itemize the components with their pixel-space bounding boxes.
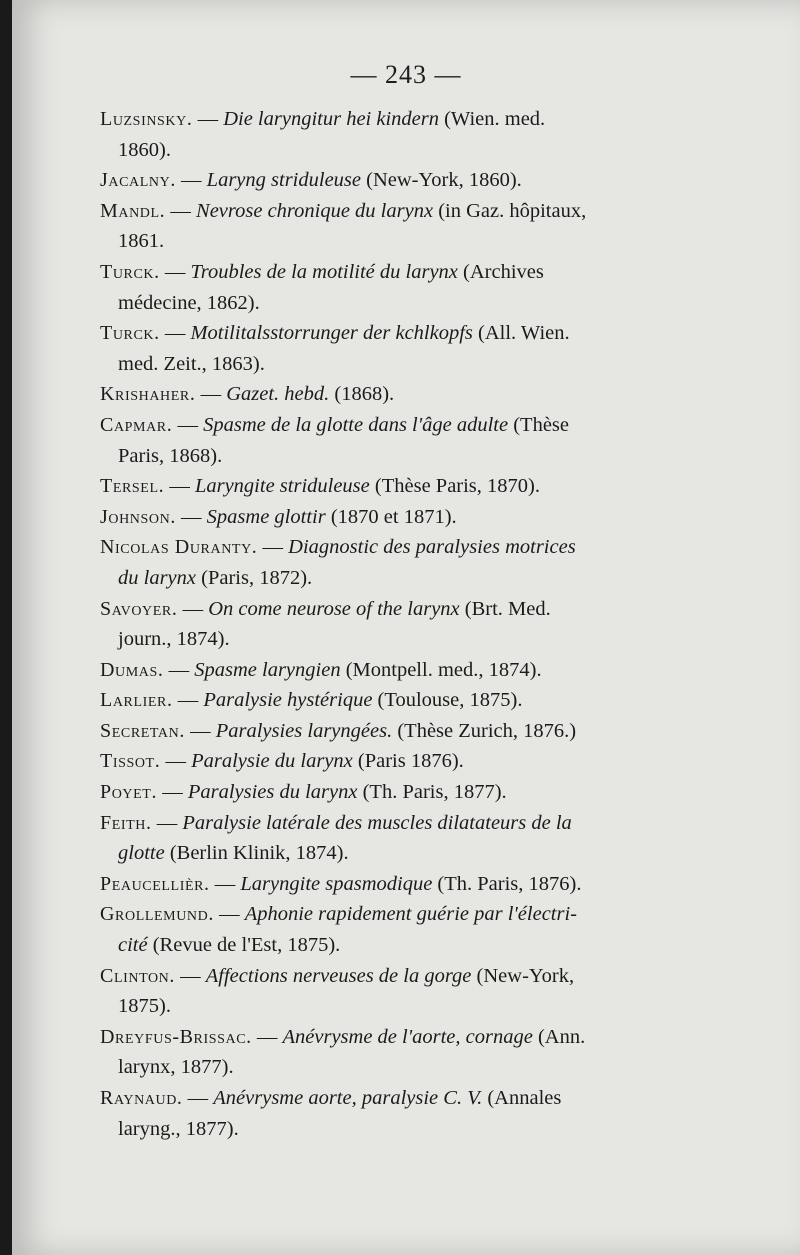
- entry-title: Die laryngitur hei kindern: [223, 108, 439, 130]
- entry-line: Turck. — Motilitalsstorrunger der kchlkopfs (All. Wien.: [100, 322, 570, 345]
- entry-author: Capmar.: [100, 413, 173, 436]
- entry-source-cont: larynx, 1877).: [118, 1056, 234, 1079]
- entry-line: Nicolas Duranty. — Diagnostic des paralysies motrices: [100, 536, 576, 559]
- entry-continuation: [100, 441, 748, 472]
- entry-author: Turck.: [100, 322, 160, 345]
- entry-title: Troubles de la motilité du larynx: [190, 260, 458, 283]
- entry-continuation: [100, 135, 748, 166]
- entry-line: Tissot. — Paralysie du larynx (Paris 1876).: [100, 750, 464, 773]
- entry-source: (Brt. Med.: [464, 597, 551, 620]
- bibliography-entry: [100, 655, 748, 686]
- entry-author: Johnson.: [100, 505, 176, 528]
- bibliography-entry: [100, 777, 748, 808]
- bibliography-entry: [100, 869, 748, 900]
- entry-source-cont: 1861.: [118, 230, 165, 253]
- entry-continuation: [100, 930, 748, 961]
- entry-source: (Montpell. med., 1874).: [345, 658, 542, 681]
- bibliography-entry: [100, 471, 748, 502]
- entry-source: (Toulouse, 1875).: [377, 689, 523, 712]
- entry-title: Laryng striduleuse: [206, 169, 361, 192]
- entry-title-cont: glotte: [118, 842, 165, 865]
- bibliography-entry: [100, 165, 748, 196]
- entry-source: (Annales: [487, 1087, 562, 1109]
- entry-author: Grollemund.: [100, 903, 214, 926]
- entry-line: Krishaher. — Gazet. hebd. (1868).: [100, 383, 395, 406]
- entry-title: Paralysie latérale des muscles dilatateurs de la: [182, 811, 572, 834]
- entry-title-cont: du larynx: [118, 566, 196, 589]
- entry-title: Anévrysme aorte, paralysie C. V.: [213, 1087, 483, 1109]
- entry-title: On come neurose of the larynx: [208, 597, 460, 620]
- entry-continuation: [100, 288, 748, 319]
- entry-author: Poyet.: [100, 781, 158, 804]
- entry-source: (1870 et 1871).: [330, 505, 457, 528]
- entry-line: Dreyfus-Brissac. — Anévrysme de l'aorte, cornage (Ann.: [100, 1025, 586, 1048]
- entry-title: Paralysies laryngées.: [215, 719, 393, 742]
- entry-title: Spasme glottir: [206, 505, 326, 528]
- entry-source: (New-York,: [476, 964, 575, 987]
- entry-line: Raynaud. — Anévrysme aorte, paralysie C. V. (Annales: [100, 1087, 562, 1109]
- entry-title: Aphonie rapidement guérie par l'électri-: [244, 903, 577, 926]
- bibliography-entry: [100, 532, 748, 593]
- entry-line: Luzsinsky. — Die laryngitur hei kindern (Wien. med.: [100, 108, 546, 130]
- entry-title: Laryngite spasmodique: [240, 872, 433, 895]
- entry-source-cont: (Berlin Klinik, 1874).: [169, 842, 349, 865]
- entry-title: Spasme laryngien: [194, 658, 341, 681]
- entry-source: (1868).: [334, 383, 395, 406]
- entry-line: Johnson. — Spasme glottir (1870 et 1871).: [100, 505, 457, 528]
- entry-source-cont: médecine, 1862).: [118, 291, 260, 314]
- entry-title: Laryngite striduleuse: [194, 475, 370, 498]
- entry-title: Affections nerveuses de la gorge: [205, 964, 472, 987]
- bibliography-entry: [100, 1083, 748, 1144]
- entry-author: Mandl.: [100, 199, 166, 222]
- entry-continuation: [100, 1114, 748, 1145]
- page-number: — 243 —: [350, 60, 462, 89]
- entry-author: Tersel.: [100, 475, 165, 498]
- entry-source: (Wien. med.: [444, 108, 546, 130]
- entry-continuation: [100, 563, 748, 594]
- entry-source: (Thèse: [513, 413, 570, 436]
- entry-author: Feith.: [100, 811, 152, 834]
- bibliography-entry: [100, 104, 748, 165]
- entry-title: Nevrose chronique du larynx: [196, 199, 434, 222]
- entry-continuation: [100, 991, 748, 1022]
- bibliography-entry: [100, 961, 748, 1022]
- entry-title: Paralysie hystérique: [203, 689, 373, 712]
- entry-author: Dumas.: [100, 658, 164, 681]
- entry-line: Clinton. — Affections nerveuses de la gorge (New-York,: [100, 964, 575, 987]
- bibliography-entry: [100, 257, 748, 318]
- entry-title: Motilitalsstorrunger der kchlkopfs: [190, 322, 473, 345]
- entry-author: Nicolas Duranty.: [100, 536, 258, 559]
- entry-line: Savoyer. — On come neurose of the larynx (Brt. Med.: [100, 597, 551, 620]
- entry-source-cont: med. Zeit., 1863).: [118, 352, 265, 375]
- entry-author: Clinton.: [100, 964, 175, 987]
- entry-source: (New-York, 1860).: [366, 169, 522, 192]
- entry-source: (Thèse Paris, 1870).: [374, 475, 540, 498]
- entry-title: Gazet. hebd.: [226, 383, 330, 406]
- entry-line: Poyet. — Paralysies du larynx (Th. Paris, 1877).: [100, 781, 507, 804]
- bibliography-entry: [100, 746, 748, 777]
- entry-source: (Th. Paris, 1876).: [437, 872, 582, 895]
- entry-line: Grollemund. — Aphonie rapidement guérie par l'électri-: [100, 903, 577, 926]
- entry-source-cont: Paris, 1868).: [118, 444, 223, 467]
- bibliography-entry: [100, 196, 748, 257]
- entry-line: Turck. — Troubles de la motilité du larynx (Archives: [100, 260, 544, 283]
- entry-source: (in Gaz. hôpitaux,: [438, 199, 587, 222]
- entry-title: Anévrysme de l'aorte, cornage: [282, 1025, 533, 1048]
- entry-author: Raynaud.: [100, 1087, 183, 1109]
- entry-source-cont: laryng., 1877).: [118, 1117, 239, 1140]
- entry-source: (Th. Paris, 1877).: [362, 781, 507, 804]
- entry-continuation: [100, 838, 748, 869]
- entry-author: Jacalny.: [100, 169, 176, 192]
- bibliography-entry: [100, 379, 748, 410]
- bibliography-entry: [100, 716, 748, 747]
- entry-line: Feith. — Paralysie latérale des muscles dilatateurs de la: [100, 811, 572, 834]
- entry-line: Dumas. — Spasme laryngien (Montpell. med., 1874).: [100, 658, 542, 681]
- entry-author: Tissot.: [100, 750, 161, 773]
- entry-title: Paralysie du larynx: [191, 750, 353, 773]
- bibliography-entry: [100, 1022, 748, 1083]
- entry-author: Secretan.: [100, 719, 185, 742]
- bibliography-list: [100, 104, 748, 1144]
- entry-source-cont: 1875).: [118, 995, 171, 1018]
- entry-line: Larlier. — Paralysie hystérique (Toulouse, 1875).: [100, 689, 523, 712]
- entry-author: Peaucellièr.: [100, 872, 210, 895]
- entry-continuation: [100, 1052, 748, 1083]
- entry-continuation: [100, 226, 748, 257]
- entry-author: Krishaher.: [100, 383, 196, 406]
- bibliography-entry: [100, 318, 748, 379]
- entry-title-cont: cité: [118, 934, 148, 957]
- entry-author: Turck.: [100, 260, 160, 283]
- entry-title: Diagnostic des paralysies motrices: [288, 536, 576, 559]
- entry-line: Capmar. — Spasme de la glotte dans l'âge adulte (Thèse: [100, 413, 570, 436]
- entry-author: Savoyer.: [100, 597, 178, 620]
- entry-line: Jacalny. — Laryng striduleuse (New-York, 1860).: [100, 169, 522, 192]
- entry-source: (All. Wien.: [478, 322, 570, 345]
- entry-source: (Paris 1876).: [357, 750, 464, 773]
- entry-source: (Archives: [463, 260, 544, 283]
- entry-source-cont: 1860).: [118, 138, 171, 161]
- entry-line: Mandl. — Nevrose chronique du larynx (in Gaz. hôpitaux,: [100, 199, 587, 222]
- bibliography-entry: [100, 808, 748, 869]
- entry-source-cont: (Paris, 1872).: [201, 566, 313, 589]
- bibliography-entry: [100, 410, 748, 471]
- entry-line: Tersel. — Laryngite striduleuse (Thèse Paris, 1870).: [100, 475, 540, 498]
- entry-line: Peaucellièr. — Laryngite spasmodique (Th. Paris, 1876).: [100, 872, 582, 895]
- entry-author: Larlier.: [100, 689, 173, 712]
- entry-continuation: [100, 624, 748, 655]
- bibliography-entry: [100, 899, 748, 960]
- entry-title: Spasme de la glotte dans l'âge adulte: [203, 413, 509, 436]
- bibliography-entry: [100, 685, 748, 716]
- entry-title: Paralysies du larynx: [187, 781, 358, 804]
- entry-source-cont: (Revue de l'Est, 1875).: [152, 934, 341, 957]
- book-page: [12, 0, 800, 1255]
- entry-source: (Ann.: [537, 1025, 586, 1048]
- entry-author: Luzsinsky.: [100, 108, 193, 130]
- entry-continuation: [100, 349, 748, 380]
- entry-line: Secretan. — Paralysies laryngées. (Thèse Zurich, 1876.): [100, 719, 577, 742]
- entry-author: Dreyfus-Brissac.: [100, 1025, 252, 1048]
- bibliography-entry: [100, 502, 748, 533]
- entry-source: (Thèse Zurich, 1876.): [397, 719, 577, 742]
- bibliography-entry: [100, 594, 748, 655]
- entry-source-cont: journ., 1874).: [118, 628, 230, 651]
